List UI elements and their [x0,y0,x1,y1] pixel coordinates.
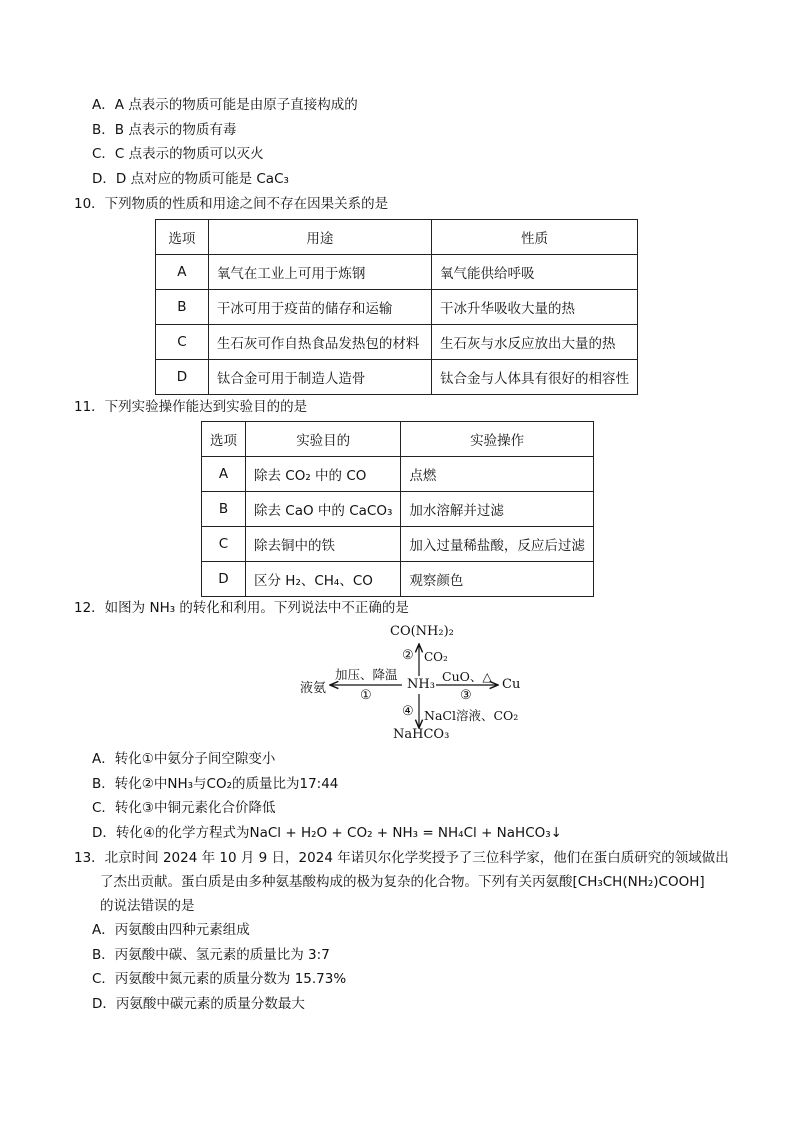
table-cell: 钛合金可用于制造人造骨 [208,360,431,395]
step1-label: ① [360,688,372,703]
table-header-cell: 实验操作 [401,422,594,457]
table-cell: 点燃 [401,457,594,492]
table-row [156,360,638,395]
q13-option-a: A．丙氨酸由四种元素组成 [92,922,250,938]
q12-option-b: B．转化②中NH₃与CO₂的质量比为17:44 [92,776,339,792]
table-cell: C [202,527,246,562]
table-row [202,492,594,527]
table-cell: 区分 H₂、CH₄、CO [246,562,401,597]
q12-option-c: C．转化③中铜元素化合价降低 [92,800,276,816]
table-header-cell: 用途 [208,220,431,255]
step2-condition: CO₂ [424,650,448,664]
product-cu: Cu [502,677,521,692]
table-header-cell: 性质 [432,220,638,255]
q12-option-a: A．转化①中氨分子间空隙变小 [92,751,276,767]
q10-table [155,219,638,395]
q13-stem-line-1: 13．北京时间 2024 年 10 月 9 日，2024 年诺贝尔化学奖授予了三位科学家，他们在蛋白质研究的领域做出 [74,850,729,866]
q9-option-b: B．B 点表示的物质有毒 [92,122,237,138]
table-cell: 加入过量稀盐酸，反应后过滤 [401,527,594,562]
q10-stem: 10．下列物质的性质和用途之间不存在因果关系的是 [74,196,389,212]
product-urea: CO(NH₂)₂ [390,624,454,639]
table-cell: 除去 CO₂ 中的 CO [246,457,401,492]
table-header-cell: 选项 [202,422,246,457]
table-cell: 干冰升华吸收大量的热 [432,290,638,325]
table-cell: 干冰可用于疫苗的储存和运输 [208,290,431,325]
q11-table [201,421,594,597]
table-row [202,527,594,562]
table-cell: A [202,457,246,492]
table-cell: 除去铜中的铁 [246,527,401,562]
step4-condition: NaCl溶液、CO₂ [424,708,519,723]
table-row [156,325,638,360]
table-header-row [202,422,594,457]
q11-stem: 11．下列实验操作能达到实验目的的是 [74,399,308,415]
table-cell: 除去 CaO 中的 CaCO₃ [246,492,401,527]
table-cell: C [156,325,209,360]
table-cell: 生石灰可作自热食品发热包的材料 [208,325,431,360]
center-nh3: NH₃ [407,677,435,692]
step1-condition: 加压、降温 [335,667,398,682]
q9-option-a: A．A 点表示的物质可能是由原子直接构成的 [92,97,358,113]
table-cell: D [202,562,246,597]
table-cell: B [156,290,209,325]
table-header-row [156,220,638,255]
q12-stem: 12．如图为 NH₃ 的转化和利用。下列说法中不正确的是 [74,600,409,616]
table-row [202,562,594,597]
table-header-cell: 选项 [156,220,209,255]
q13-option-d: D．丙氨酸中碳元素的质量分数最大 [92,996,305,1012]
q13-option-c: C．丙氨酸中氮元素的质量分数为 15.73% [92,971,347,987]
q9-option-d: D．D 点对应的物质可能是 CaC₃ [92,171,289,187]
nh3-conversion-diagram [290,622,530,746]
product-liquid-ammonia: 液氨 [300,681,327,696]
step3-label: ③ [460,688,472,703]
table-cell: 生石灰与水反应放出大量的热 [432,325,638,360]
table-cell: 钛合金与人体具有很好的相容性 [432,360,638,395]
product-nahco3: NaHCO₃ [393,727,450,742]
table-cell: 氧气在工业上可用于炼钢 [208,255,431,290]
table-cell: B [202,492,246,527]
table-row [156,255,638,290]
table-cell: A [156,255,209,290]
step2-label: ② [402,648,414,663]
table-cell: 观察颜色 [401,562,594,597]
table-row [202,457,594,492]
step4-label: ④ [402,704,414,719]
table-header-cell: 实验目的 [246,422,401,457]
q13-stem-line-3: 的说法错误的是 [100,898,195,914]
q13-stem-line-2: 了杰出贡献。蛋白质是由多种氨基酸构成的极为复杂的化合物。下列有关丙氨酸[CH₃CH(NH₂)COOH] [100,874,705,890]
table-cell: D [156,360,209,395]
table-row [156,290,638,325]
step3-condition: CuO、△ [442,669,492,684]
q12-option-d: D．转化④的化学方程式为NaCl + H₂O + CO₂ + NH₃ = NH₄Cl + NaHCO₃↓ [92,825,562,841]
q13-option-b: B．丙氨酸中碳、氢元素的质量比为 3:7 [92,947,330,963]
table-cell: 加水溶解并过滤 [401,492,594,527]
q9-option-c: C．C 点表示的物质可以灭火 [92,146,264,162]
table-cell: 氧气能供给呼吸 [432,255,638,290]
